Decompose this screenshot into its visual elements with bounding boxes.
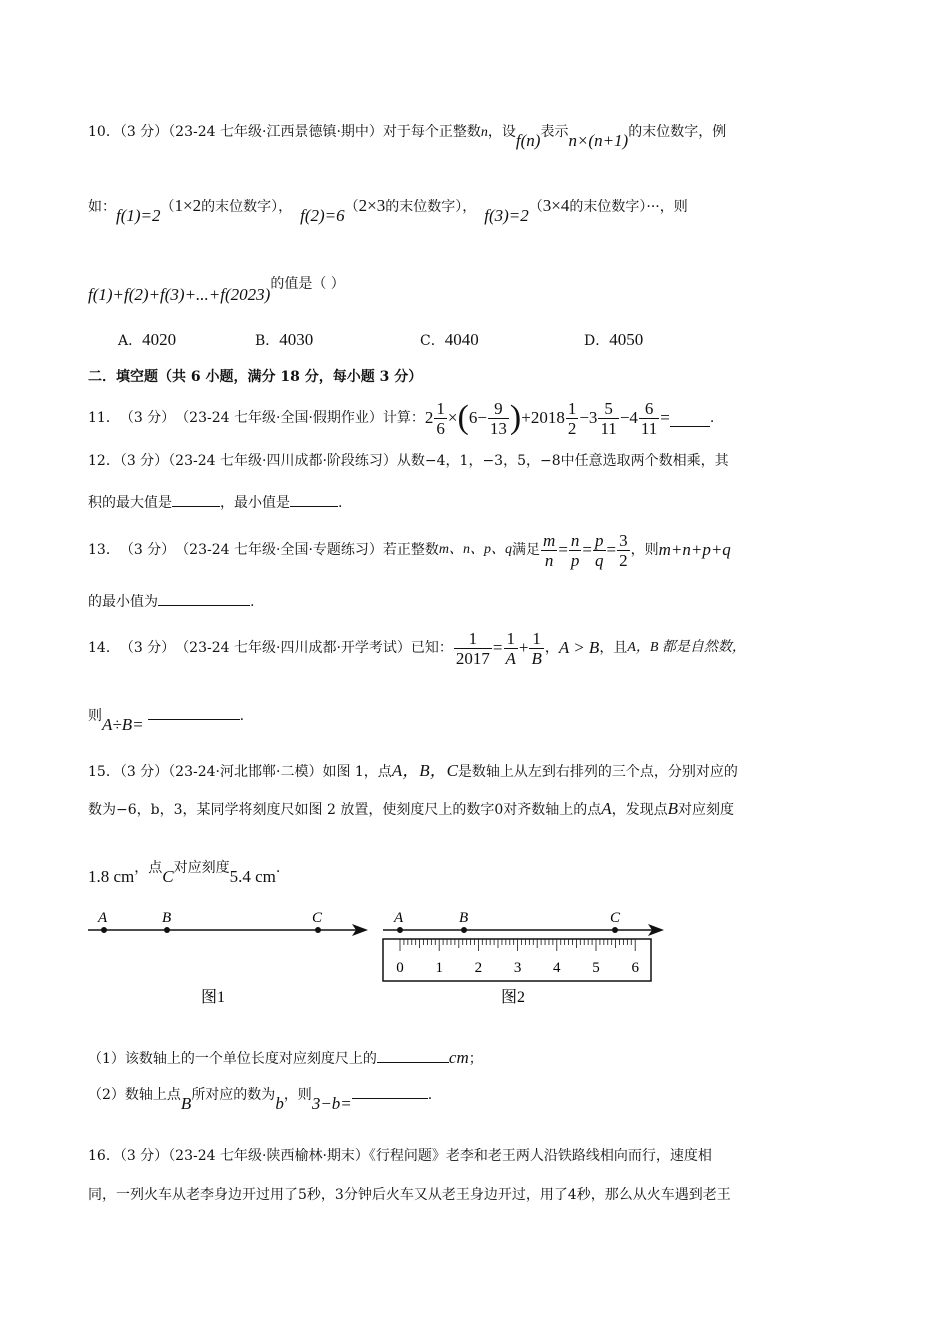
q10-line2: 如：f(1)=2（1×2的末位数字）， f(2)=6（2×3的末位数字）， f(3)=2（3×4的末位数字）···，则 — [88, 196, 688, 225]
ruler-label: 5 — [592, 960, 600, 976]
q15-sub2-blank[interactable] — [352, 1084, 428, 1099]
ruler-label: 6 — [631, 960, 639, 976]
q10-ex3: f(3)=2 — [484, 206, 529, 225]
q10-line3: f(1)+f(2)+f(3)+...+f(2023)的值是（ ） — [88, 276, 345, 304]
q15-line1: 15．（3 分）（23-24·河北邯郸·二模）如图 1，点A，B，C是数轴上从左到右排列的三个点，分别对应的 — [88, 761, 738, 780]
option-c[interactable]: C．4040 — [420, 330, 479, 349]
fig1-caption: 图1 — [201, 989, 226, 1006]
q11-line: 11． （3 分） （23-24 七年级·全国·假期作业） 计算： 2 $\frac{1}{6}$ × ( 6− $\frac{9}{13}$ ) +2018 $\frac{1}{2}$ −3 $\frac{5}{11}$ −4 $\frac{6}{11}$ = . — [88, 398, 715, 438]
number-line-figures — [0, 900, 950, 1015]
q15-line2: 数为−6，b，3，某同学将刻度尺如图 2 放置，使刻度尺上的数字0对齐数轴上的点A，发现点B对应刻度 — [88, 799, 735, 818]
option-d[interactable]: D．4050 — [584, 330, 644, 349]
q13-answer-blank[interactable] — [158, 591, 250, 606]
q16-line2: 同，一列火车从老李身边开过用了5秒，3分钟后火车又从老王身边开过，用了4秒，那么从火车遇到老王 — [88, 1187, 731, 1203]
q10-line1: 10．（3 分）（23-24 七年级·江西景德镇·期中）对于每个正整数n，设f(n)表示n×(n+1)的末位数字，例 — [88, 124, 727, 150]
svg-text:B: B — [459, 910, 469, 926]
option-a[interactable]: A．4020 — [118, 330, 177, 349]
point-b — [164, 927, 170, 933]
figure-1 — [88, 910, 368, 1006]
q14-line2: 则A÷B= . — [88, 705, 244, 726]
q10-sum: f(1)+f(2)+f(3)+...+f(2023) — [88, 285, 271, 304]
q12-line2: 积的最大值是 ，最小值是 . — [88, 492, 342, 513]
point-c — [315, 927, 321, 933]
ruler-label: 4 — [553, 960, 561, 976]
svg-text:C: C — [610, 910, 621, 926]
q12-line1: 12．（3 分）（23-24 七年级·四川成都·阶段练习）从数−4，1，−3，5，−8中任意选取两个数相乘，其 — [88, 453, 729, 469]
q15-line3: 1.8 cm，点C对应刻度5.4 cm. — [88, 860, 281, 886]
ruler-label: 1 — [435, 960, 443, 976]
q12-max-blank[interactable] — [172, 492, 220, 507]
q14-line1: 14． （3 分） （23-24 七年级·四川成都·开学考试） 已知： $\frac{1}{2017}$ = $\frac{1}{A}$ + $\frac{1}{B}$ ， A > B ，且 A，B 都是自然数， — [88, 628, 746, 668]
q15-sub1-blank[interactable] — [377, 1048, 449, 1063]
q13-line1: 13． （3 分） （23-24 七年级·全国·专题练习） 若正整数 m、n、p、q 满足 $\frac{m}{n}$ = $\frac{n}{p}$ = $\frac{p}{q}$ = $\frac{3}{2}$ ，则 m+n+p+q — [88, 530, 731, 570]
q11-answer-blank[interactable] — [670, 410, 710, 427]
point-a2 — [397, 927, 403, 933]
label-a: A — [98, 910, 108, 926]
q15-sub2: （2）数轴上点B所对应的数为b，则3−b= . — [88, 1084, 432, 1105]
q10-fn: f(n) — [515, 131, 541, 150]
q15-sub1: （1）该数轴上的一个单位长度对应刻度尺上的 cm； — [88, 1048, 483, 1067]
q16-line1: 16．（3 分）（23-24 七年级·陕西榆林·期末）《行程问题》老李和老王两人沿铁路线相向而行，速度相 — [88, 1148, 712, 1164]
option-b[interactable]: B．4030 — [255, 330, 314, 349]
ruler-label: 0 — [396, 960, 404, 976]
point-a — [101, 927, 107, 933]
q14-answer-blank[interactable] — [148, 705, 240, 720]
ruler-ticks — [396, 939, 639, 976]
ruler-label: 2 — [474, 960, 483, 976]
q10-expr: n×(n+1) — [568, 131, 629, 150]
ruler-label: 3 — [513, 960, 522, 976]
q12-min-blank[interactable] — [290, 492, 338, 507]
q10-ex1: f(1)=2 — [116, 206, 161, 225]
label-b: B — [162, 910, 172, 926]
section-heading: 二．填空题（共 6 小题，满分 18 分，每小题 3 分） — [88, 369, 423, 385]
label-c: C — [312, 910, 323, 926]
q13-line2: 的最小值为 . — [88, 591, 254, 612]
figure-2 — [383, 910, 664, 1006]
point-b2 — [461, 927, 467, 933]
q10-ex2: f(2)=6 — [300, 206, 345, 225]
point-c2 — [612, 927, 618, 933]
svg-text:A: A — [394, 910, 404, 926]
fig2-caption: 图2 — [501, 989, 526, 1006]
